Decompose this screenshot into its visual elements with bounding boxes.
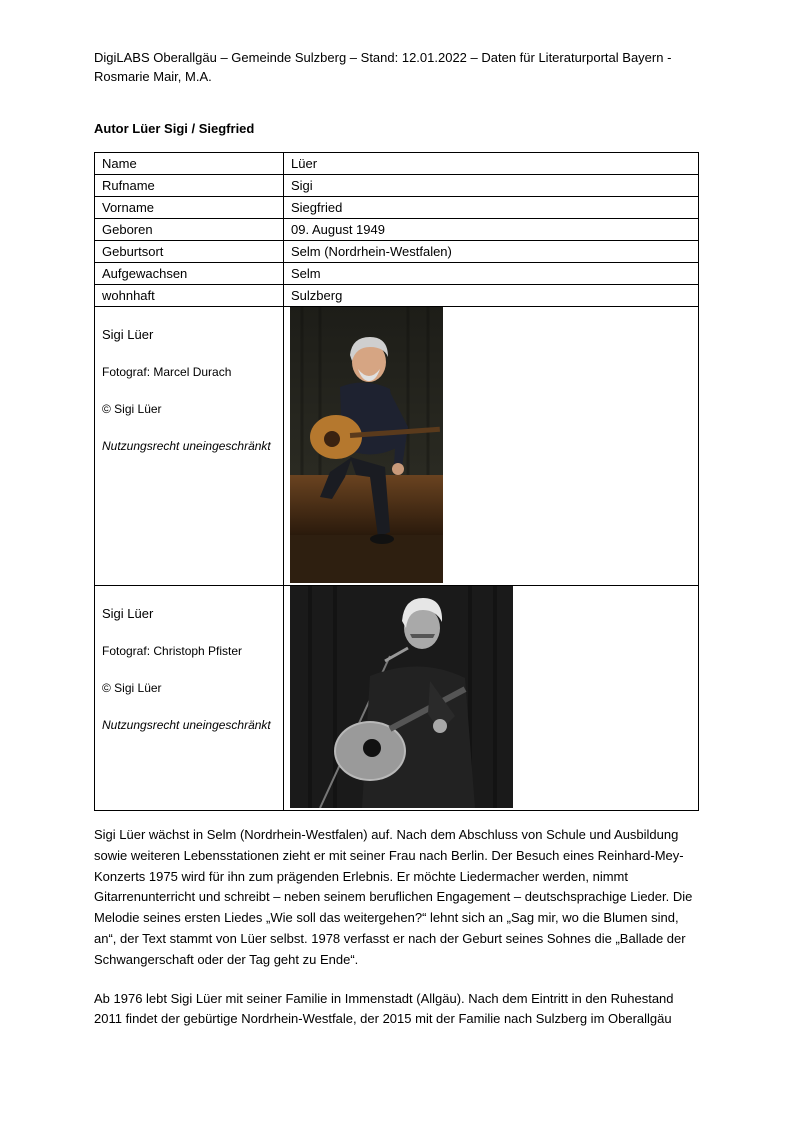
row-value: Sigi [284,175,699,197]
photo-subject: Sigi Lüer [102,327,154,342]
photo-credits-cell [95,307,284,586]
photo-row [95,586,699,811]
author-info-table [94,152,699,811]
row-label: wohnhaft [95,285,284,307]
biography-text [94,825,699,1048]
row-label: Rufname [95,175,284,197]
table-row [95,153,699,175]
row-label: Aufgewachsen [95,263,284,285]
photo-cell [284,586,699,811]
row-value: Lüer [284,153,699,175]
table-row [95,241,699,263]
header-line-1: DigiLABS Oberallgäu – Gemeinde Sulzberg – Stand: 12.01.2022 – Daten für Literaturportal Bayern - [94,50,672,65]
page-title: Autor Lüer Sigi / Siegfried [94,121,255,136]
paragraph: Sigi Lüer wächst in Selm (Nordrhein-Westfalen) auf. Nach dem Abschluss von Schule und Ausbildung sowie weiteren Lebensstationen zieht er mit seiner Frau nach Berlin. Der Besuch eines Reinhard-Mey-Konzerts 1975 wird für ihn zum prägenden Erlebnis. Er möchte Liedermacher werden, nimmt Gitarrenunterricht und schreibt – neben seinem beruflichen Engagement – deutschsprachige Lieder. Die Melodie seines ersten Liedes „Wie soll das weitergehen?“ lehnt sich an „Sag mir, wo die Blumen sind, an“, der Text stammt von Lüer selbst. 1978 verfasst er nach der Geburt seines Sohnes die „Ballade der Schwangerschaft oder der Tag geht zu Ende“. [94,827,693,967]
photo-cell [284,307,699,586]
table-row [95,285,699,307]
photo-usage-rights: Nutzungsrecht uneingeschränkt [102,439,271,453]
photo-subject: Sigi Lüer [102,606,154,621]
row-value: Selm (Nordrhein-Westfalen) [284,241,699,263]
table-row [95,263,699,285]
table-row [95,219,699,241]
author-photo-bw [290,586,513,808]
photo-copyright: © Sigi Lüer [102,402,162,416]
photo-usage-rights: Nutzungsrecht uneingeschränkt [102,718,271,732]
row-label: Geboren [95,219,284,241]
header-line-2: Rosmarie Mair, M.A. [94,69,212,84]
photo-credits-cell [95,586,284,811]
row-value: 09. August 1949 [284,219,699,241]
table-row [95,175,699,197]
photo-photographer: Fotograf: Marcel Durach [102,365,232,379]
table-row [95,197,699,219]
row-label: Vorname [95,197,284,219]
photo-photographer: Fotograf: Christoph Pfister [102,644,243,658]
author-photo-color [290,307,443,583]
photo-copyright: © Sigi Lüer [102,681,162,695]
row-label: Geburtsort [95,241,284,263]
document-header [94,48,694,86]
photo-row [95,307,699,586]
row-value: Selm [284,263,699,285]
paragraph: Ab 1976 lebt Sigi Lüer mit seiner Familie in Immenstadt (Allgäu). Nach dem Eintritt in den Ruhestand 2011 findet der gebürtige Nordrhein-Westfale, der 2015 mit der Familie nach Sulzberg im Oberallgäu [94,990,674,1027]
row-label: Name [95,153,284,175]
row-value: Sulzberg [284,285,699,307]
row-value: Siegfried [284,197,699,219]
